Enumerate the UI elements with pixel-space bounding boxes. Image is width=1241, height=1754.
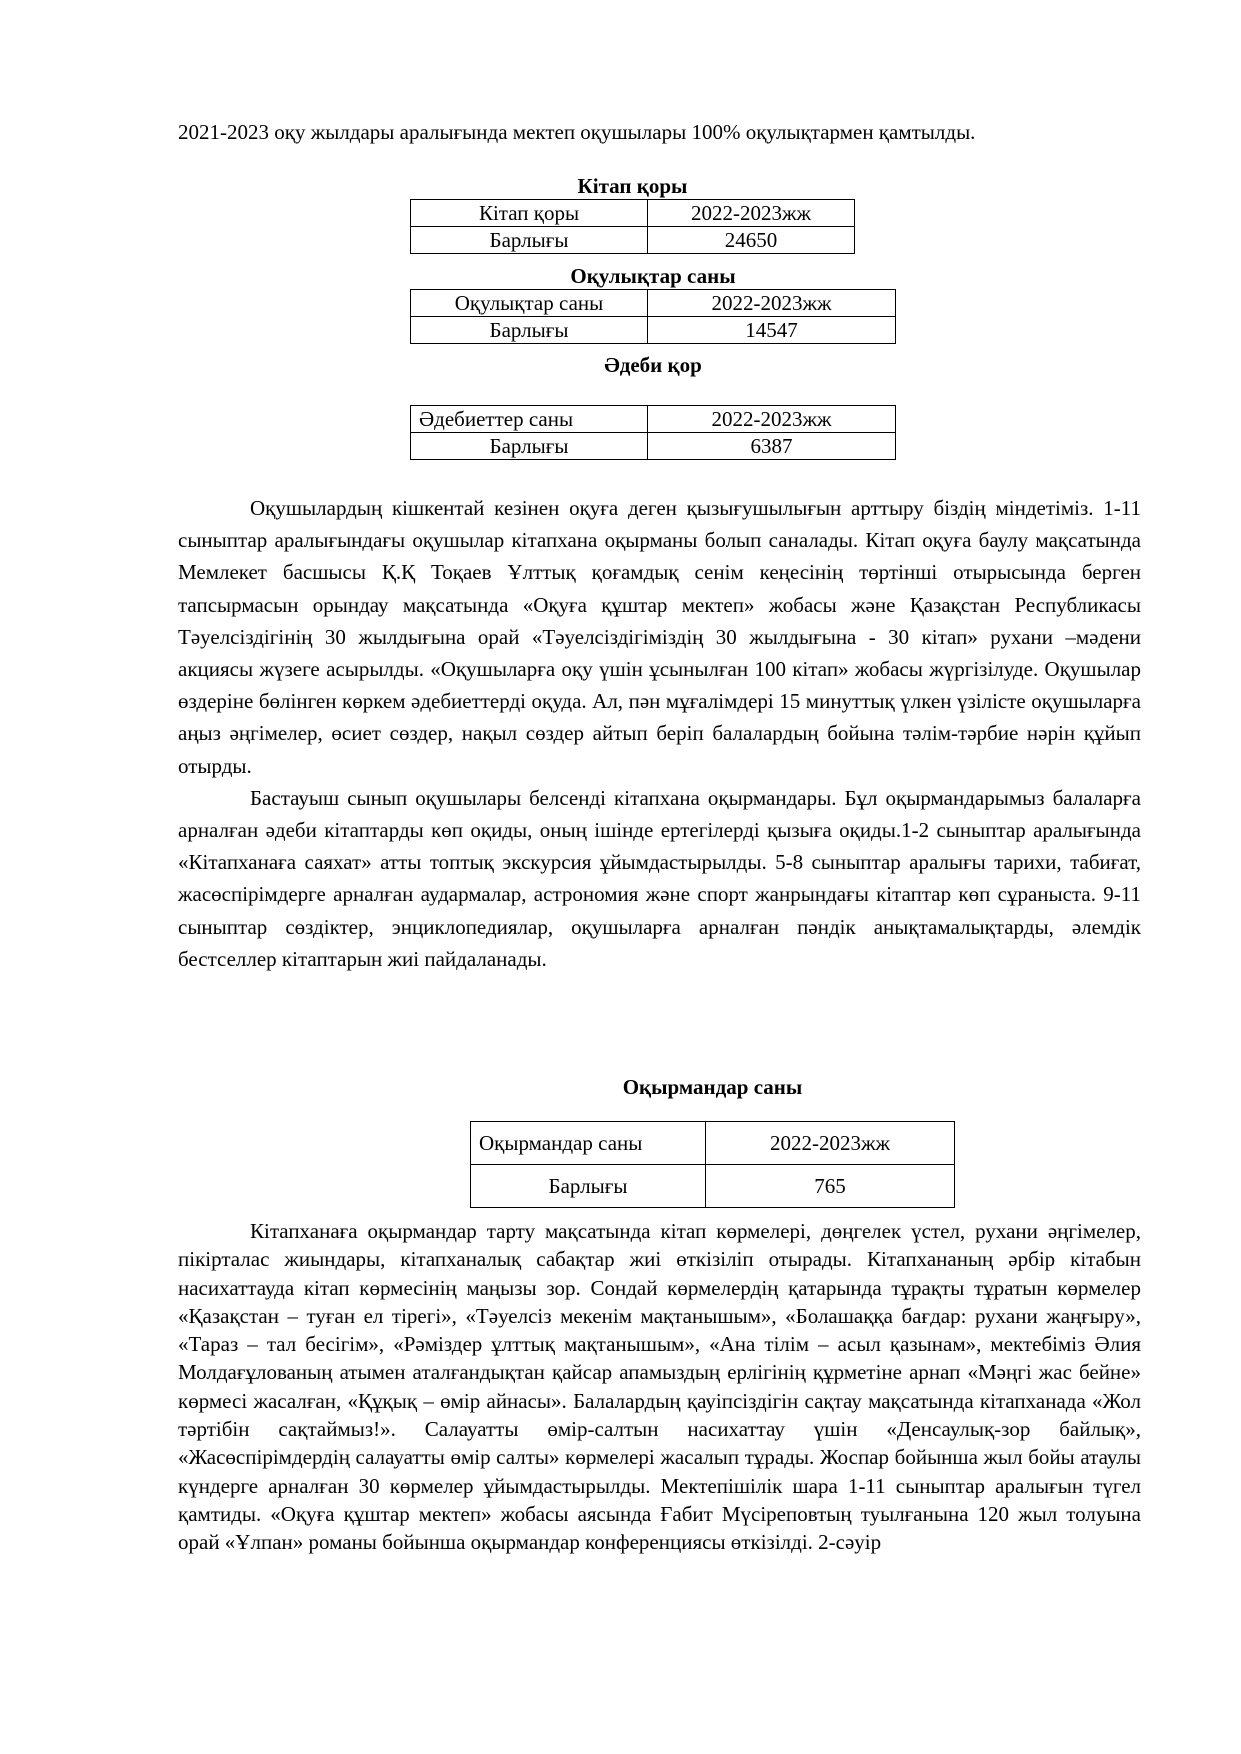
table-cell: 2022-2023жж — [706, 1122, 955, 1165]
table-row — [411, 290, 896, 317]
table-row — [411, 433, 896, 460]
body-text-section — [178, 492, 1141, 975]
table-cell: 14547 — [648, 317, 896, 344]
paragraph: Кітапханаға оқырмандар тарту мақсатында кітап көрмелері, дөңгелек үстел, рухани әңгімелер, пікірталас жиындары, кітапханалық сабақтар жиі өткізіліп отырады. Кітапхананың әрбір кітабын насихаттауда кітап көрмесінің маңызы зор. Сондай көрмелердің қатарында тұрақты тұратын көрмелер «Қазақстан – туған ел тірегі», «Тәуелсіз мекенім мақтанышым», «Болашаққа бағдар: рухани жаңғыру», «Тараз – тал бесігім», «Рәміздер ұлттық мақтанышым», «Ана тілім – асыл қазынам», мектебіміз Әлия Молдағұлованың атымен аталғандықтан қайсар апамыздың ерлігінің құрметіне арнап «Мәңгі жас бейне» көрмесі жасалған, «Құқық – өмір айнасы». Балалардың қауіпсіздігін сақтау мақсатында кітапханада «Жол тәртібін сақтаймыз!». Салауатты өмір-салтын насихаттау үшін «Денсаулық-зор байлық», «Жасөспірімдердің салауатты өмір салты» көрмелері жасалып тұрады. Жоспар бойынша жыл бойы атаулы күндерге арналған 30 көрмелер ұйымдастырылды. Мектепішілік шара 1-11 сыныптар аралығын түгел қамтиды. «Оқуға құштар мектеп» жобасы аясында Ғабит Мүсіреповтың туылғанына 120 жыл толуына орай «Ұлпан» романы бойынша оқырмандар конференциясы өткізілді. 2-сәуір — [178, 1219, 1141, 1555]
table-cell: Кітап қоры — [411, 200, 648, 227]
table1-caption: Кітап қоры — [577, 174, 688, 198]
textbooks-table — [410, 289, 896, 344]
body-text-section-2 — [178, 1217, 1141, 1557]
table-cell: Әдебиеттер саны — [411, 406, 648, 433]
table-cell: 2022-2023жж — [648, 200, 855, 227]
table2-caption: Оқулықтар саны — [570, 264, 736, 288]
paragraph: Оқушылардың кішкентай кезінен оқуға деген қызығушылығын арттыру біздің міндетіміз. 1-11 сыныптар аралығындағы оқушылар кітапхана оқырманы болып саналады. Кітап оқуға баулу мақсатында Мемлекет басшысы Қ.Қ Тоқаев Ұлттық қоғамдық сенім кеңесінің төртінші отырысында берген тапсырмасын орындау мақсатында «Оқуға құштар мектеп» жобасы және Қазақстан Республикасы Тәуелсіздігінің 30 жылдығына орай «Тәуелсіздігіміздің 30 жылдығына - 30 кітап» рухани –мәдени акциясы жүзеге асырылды. «Оқушыларға оқу үшін ұсынылған 100 кітап» жобасы жүргізілуде. Оқушылар өздеріне бөлінген көркем әдебиеттерді оқуда. Ал, пән мұғалімдері 15 минуттық үлкен үзілісте оқушыларға аңыз әңгімелер, өсиет сөздер, нақыл сөздер айтып беріп балалардың бойына тәлім-тәрбие нәрін құйып отырды. — [178, 496, 1141, 778]
book-fund-table — [410, 199, 855, 254]
intro-sentence: 2021-2023 оқу жылдары аралығында мектеп оқушылары 100% оқулықтармен қамтылды. — [178, 120, 976, 144]
table-cell: 765 — [706, 1165, 955, 1208]
table-cell: 6387 — [648, 433, 896, 460]
table-row — [411, 227, 855, 254]
table-row — [471, 1122, 955, 1165]
table-cell: Барлығы — [411, 227, 648, 254]
table4-caption: Оқырмандар саны — [622, 1075, 803, 1099]
table-cell: 2022-2023жж — [648, 406, 896, 433]
table-cell: Барлығы — [411, 433, 648, 460]
table-cell: Оқулықтар саны — [411, 290, 648, 317]
readers-table — [470, 1121, 955, 1208]
table-row — [411, 200, 855, 227]
table-row — [411, 406, 896, 433]
table-cell: Оқырмандар саны — [471, 1122, 706, 1165]
table-cell: 24650 — [648, 227, 855, 254]
table-cell: Барлығы — [471, 1165, 706, 1208]
table-row — [411, 317, 896, 344]
table3-caption: Әдеби қор — [604, 353, 702, 377]
paragraph: Бастауыш сынып оқушылары белсенді кітапхана оқырмандары. Бұл оқырмандарымыз балаларға арналған әдеби кітаптарды көп оқиды, оның ішінде ертегілерді қызыға оқиды.1-2 сыныптар аралығында «Кітапханаға саяхат» атты топтық экскурсия ұйымдастырылды. 5-8 сыныптар аралығы тарихи, табиғат, жасөспірімдерге арналған аудармалар, астрономия және спорт жанрындағы кітаптар көп сұраныста. 9-11 сыныптар сөздіктер, энциклопедиялар, оқушыларға арналған пәндік анықтамалықтарды, әлемдік бестселлер кітаптарын жиі пайдаланады. — [178, 785, 1141, 971]
literature-table — [410, 405, 896, 460]
table-row — [471, 1165, 955, 1208]
table-cell: Барлығы — [411, 317, 648, 344]
table-cell: 2022-2023жж — [648, 290, 896, 317]
